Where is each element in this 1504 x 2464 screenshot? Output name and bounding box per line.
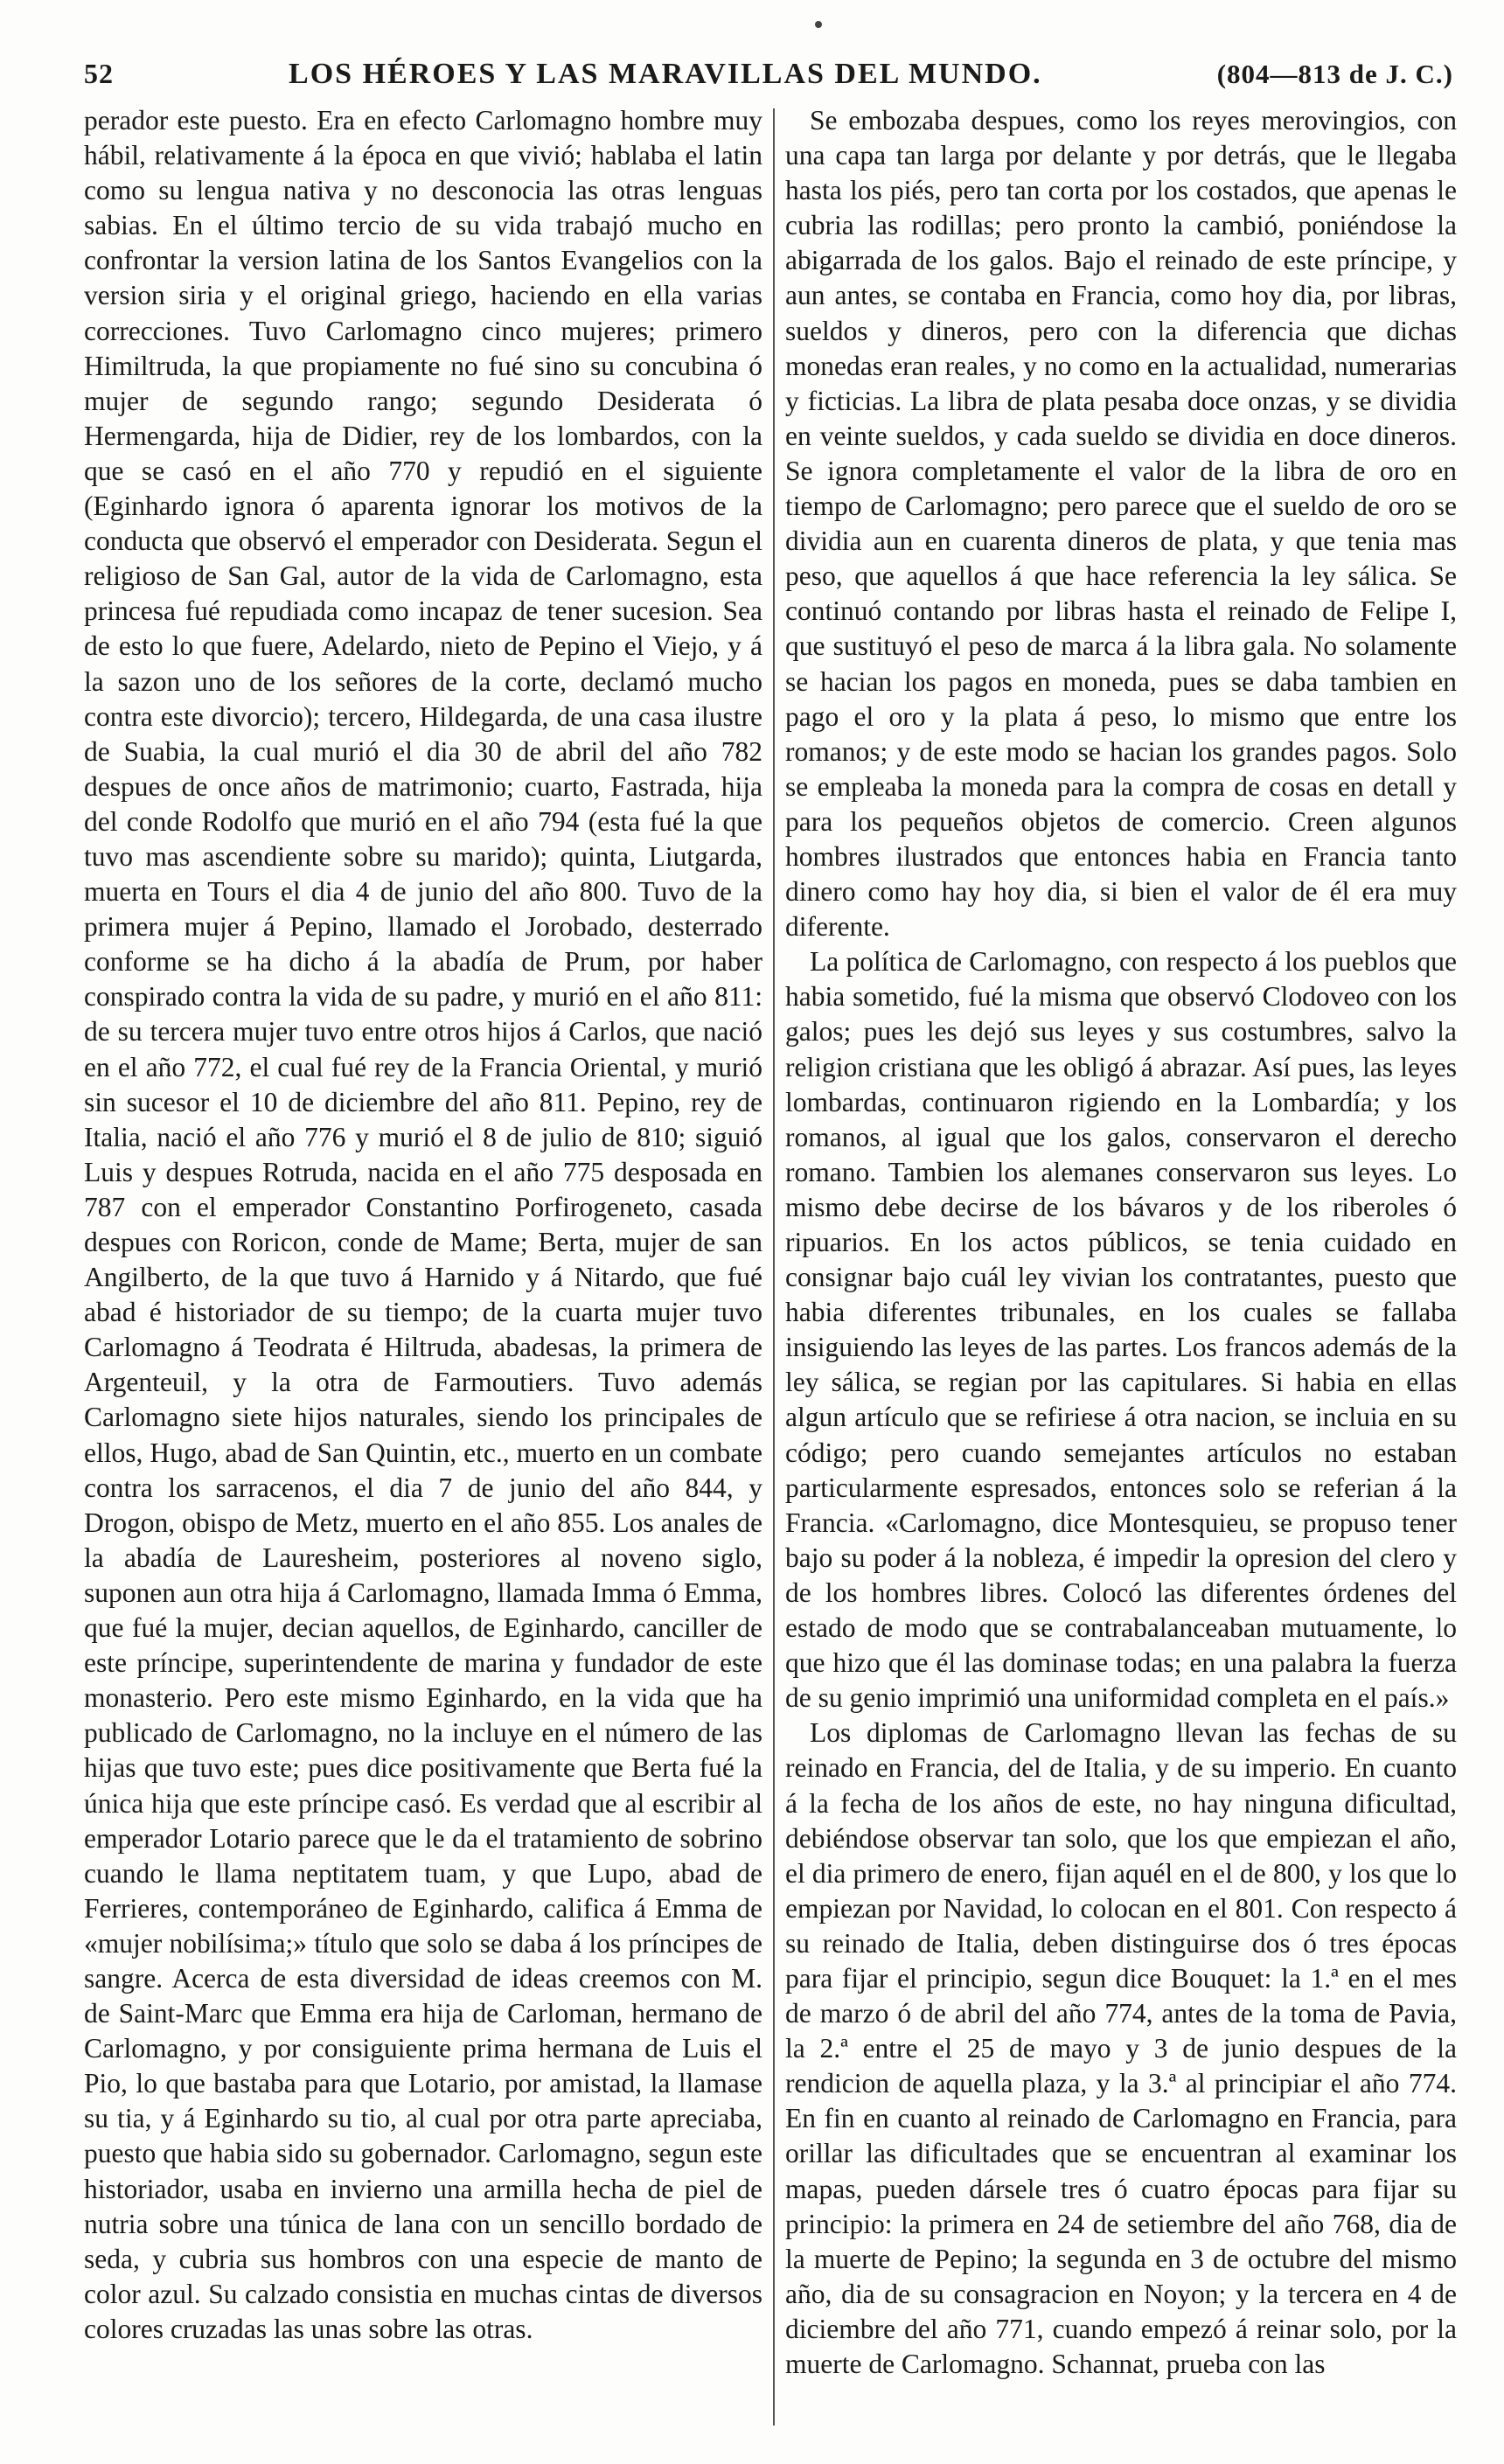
column-divider bbox=[773, 108, 775, 2426]
running-title: LOS HÉROES Y LAS MARAVILLAS DEL MUNDO. bbox=[289, 58, 1042, 90]
right-paragraph-1: Se embozaba despues, como los reyes merovingios, con una capa tan larga por delante y por detrás, que le llegaba hasta los piés, pero tan corta por los costados, que apenas le cubria las rodillas; pero pronto la cambió, poniéndose la abigarrada de los galos. Bajo el reinado de este príncipe, y aun antes, se contaba en Francia, como hoy dia, por libras, sueldos y dineros, pero con la diferencia que dichas monedas eran reales, y no como en la actualidad, numerarias y ficticias. La libra de plata pesaba doce onzas, y se dividia en veinte sueldos, y cada sueldo se dividia en doce dineros. Se ignora completamente el valor de la libra de oro en tiempo de Carlomagno; pero parece que el sueldo de oro se dividia aun en cuarenta dineros de plata, y que tenia mas peso, que aquellos á que hace referencia la ley sálica. Se continuó contando por libras hasta el reinado de Felipe I, que sustituyó el peso de marca á la libra gala. No solamente se hacian los pagos en moneda, pues se daba tambien en pago el oro y la plata á peso, lo mismo que entre los romanos; y de este modo se hacian los grandes pagos. Solo se empleaba la moneda para la compra de cosas en detall y para los pequeños objetos de comercio. Creen algunos hombres ilustrados que entonces habia en Francia tanto dinero como hay hoy dia, si bien el valor de él era muy diferente. bbox=[785, 105, 1457, 943]
page-number: 52 bbox=[84, 58, 114, 89]
right-column bbox=[785, 103, 1457, 2429]
print-mark bbox=[815, 21, 822, 28]
right-paragraph-2: La política de Carlomagno, con respecto á los pueblos que habia sometido, fué la misma que observó Clodoveo con los galos; pues les dejó sus leyes y sus costumbres, salvo la religion cristiana que les obligó á abrazar. Así pues, las leyes lombardas, continuaron rigiendo en la Lombardía; y los romanos, al igual que los galos, conservaron el derecho romano. Tambien los alemanes conservaron sus leyes. Lo mismo debe decirse de los bávaros y de los riberoles ó ripuarios. En los actos públicos, se tenia cuidado en consignar bajo cuál ley vivian los contratantes, puesto que habia diferentes tribunales, en los cuales se fallaba insiguiendo las leyes de las partes. Los francos además de la ley sálica, se regian por las capitulares. Si habia en ellas algun artículo que se refiriese á otra nacion, se incluia en su código; pero cuando semejantes artículos no estaban particularmente espresados, entonces solo se referian á la Francia. «Carlomagno, dice Montesquieu, se propuso tener bajo su poder á la nobleza, é impedir la opresion del clero y de los hombres libres. Colocó las diferentes órdenes del estado de modo que se contrabalanceaban mutuamente, lo que hizo que él las dominase todas; en una palabra la fuerza de su genio imprimió una uniformidad completa en el país.» bbox=[785, 946, 1457, 1714]
page-header bbox=[84, 58, 1453, 98]
left-column bbox=[84, 103, 762, 2429]
right-paragraph-3: Los diplomas de Carlomagno llevan las fechas de su reinado en Francia, del de Italia, y de su imperio. En cuanto á la fecha de los años de este, no hay ninguna dificultad, debiéndose observar tan solo, que los que empiezan el año, el dia primero de enero, fijan aquél en el de 800, y los que lo empiezan por Navidad, lo colocan en el 801. Con respecto á su reinado de Italia, deben distinguirse dos ó tres épocas para fijar el principio, segun dice Bouquet: la 1.ª en el mes de marzo ó de abril del año 774, antes de la toma de Pavia, la 2.ª entre el 25 de mayo y 3 de junio despues de la rendicion de aquella plaza, y la 3.ª al principiar el año 774. En fin en cuanto al reinado de Carlomagno en Francia, para orillar las dificultades que se encuentran al examinar los mapas, pueden dársele tres ó cuatro épocas para fijar su principio: la primera en 24 de setiembre del año 768, dia de la muerte de Pepino; la segunda en 3 de octubre del mismo año, dia de su consagracion en Noyon; y la tercera en 4 de diciembre del año 771, cuando empezó á reinar solo, por la muerte de Carlomagno. Schannat, prueba con las bbox=[785, 1717, 1457, 2379]
left-paragraph-1: perador este puesto. Era en efecto Carlomagno hombre muy hábil, relativamente á la época en que vivió; hablaba el latin como su lengua nativa y no desconocia las otras lenguas sabias. En el último tercio de su vida trabajó mucho en confrontar la version latina de los Santos Evangelios con la version siria y el original griego, haciendo en ella varias correcciones. Tuvo Carlomagno cinco mujeres; primero Himiltruda, la que propiamente no fué sino su concubina ó mujer de segundo rango; segundo Desiderata ó Hermengarda, hija de Didier, rey de los lombardos, con la que se casó en el año 770 y repudió en el siguiente (Eginhardo ignora ó aparenta ignorar los motivos de la conducta que observó el emperador con Desiderata. Segun el religioso de San Gal, autor de la vida de Carlomagno, esta princesa fué repudiada como incapaz de tener sucesion. Sea de esto lo que fuere, Adelardo, nieto de Pepino el Viejo, y á la sazon uno de los señores de la corte, declamó mucho contra este divorcio); tercero, Hildegarda, de una casa ilustre de Suabia, la cual murió el dia 30 de abril del año 782 despues de once años de matrimonio; cuarto, Fastrada, hija del conde Rodolfo que murió en el año 794 (esta fué la que tuvo mas ascendiente sobre su marido); quinta, Liutgarda, muerta en Tours el dia 4 de junio del año 800. Tuvo de la primera mujer á Pepino, llamado el Jorobado, desterrado conforme se ha dicho á la abadía de Prum, por haber conspirado contra la vida de su padre, y murió en el año 811: de su tercera mujer tuvo entre otros hijos á Carlos, que nació en el año 772, el cual fué rey de la Francia Oriental, y murió sin sucesor el 10 de diciembre del año 811. Pepino, rey de Italia, nació el año 776 y murió el 8 de julio de 810; siguió Luis y despues Rotruda, nacida en el año 775 desposada en 787 con el emperador Constantino Porfirogeneto, casada despues con Roricon, conde de Mame; Berta, mujer de san Angilberto, de la que tuvo á Harnido y á Nitardo, que fué abad é historiador de su tiempo; de la cuarta mujer tuvo Carlomagno á Teodrata é Hiltruda, abadesas, la primera de Argenteuil, y la otra de Farmoutiers. Tuvo además Carlomagno siete hijos naturales, siendo los principales de ellos, Hugo, abad de San Quintin, etc., muerto en un combate contra los sarracenos, el dia 7 de junio del año 844, y Drogon, obispo de Metz, muerto en el año 855. Los anales de la abadía de Lauresheim, posteriores al noveno siglo, suponen aun otra hija á Carlomagno, llamada Imma ó Emma, que fué la mujer, decian aquellos, de Eginhardo, canciller de este príncipe, superintendente de marina y fundador de este monasterio. Pero este mismo Eginhardo, en la vida que ha publicado de Carlomagno, no la incluye en el número de las hijas que tuvo este; pues dice positivamente que Berta fué la única hija que este príncipe casó. Es verdad que al escribir al emperador Lotario parece que le da el tratamiento de sobrino cuando le llama neptitatem tuam, y que Lupo, abad de Ferrieres, contemporáneo de Eginhardo, califica á Emma de «mujer nobilísima;» título que solo se daba á los príncipes de sangre. Acerca de esta diversidad de ideas creemos con M. de Saint-Marc que Emma era hija de Carloman, hermano de Carlomagno, y por consiguiente prima hermana de Luis el Pio, lo que bastaba para que Lotario, por amistad, la llamase su tia, y á Eginhardo su tio, al cual por otra parte apreciaba, puesto que habia sido su gobernador. Carlomagno, segun este historiador, usaba en invierno una armilla hecha de piel de nutria sobre una túnica de lana con un sencillo bordado de seda, y cubria sus hombros con una especie de manto de color azul. Su calzado consistia en muchas cintas de diversos colores cruzadas las unas sobre las otras. bbox=[84, 105, 762, 2344]
date-range: (804—813 de J. C.) bbox=[1216, 59, 1453, 89]
